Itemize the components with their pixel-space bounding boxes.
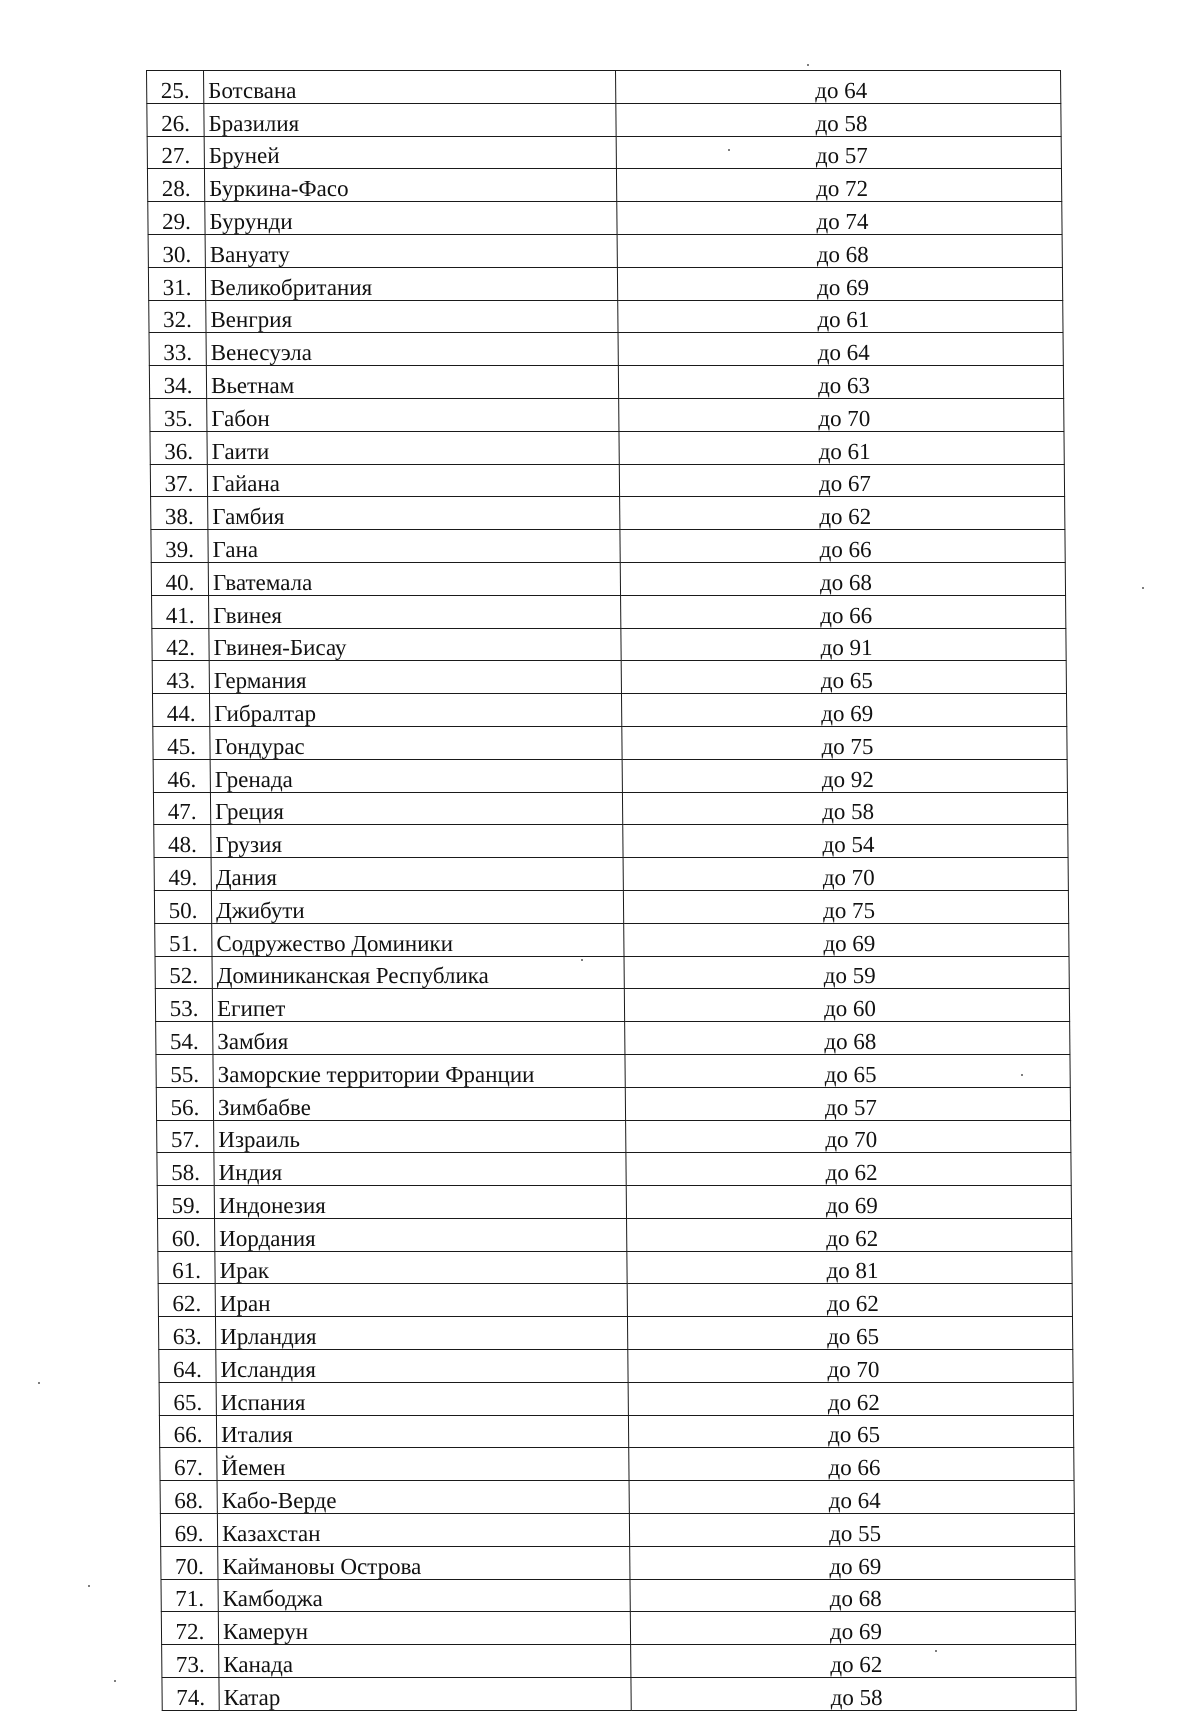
row-number: 25.	[147, 71, 204, 104]
scan-speck	[728, 149, 730, 151]
country-name: Бразилия	[204, 103, 616, 136]
row-number: 52.	[155, 956, 212, 989]
table-row	[147, 103, 1061, 136]
limit-value: до 69	[626, 1186, 1071, 1219]
country-name: Содружество Доминики	[212, 923, 624, 956]
limit-value: до 91	[621, 628, 1066, 661]
row-number: 28.	[147, 169, 204, 202]
country-name: Зимбабве	[213, 1087, 625, 1120]
table-row	[156, 1022, 1070, 1055]
limit-value: до 69	[630, 1546, 1075, 1579]
country-limits-table	[146, 70, 1077, 1711]
row-number: 41.	[152, 595, 209, 628]
scan-speck	[38, 1382, 40, 1384]
table-row	[157, 1186, 1071, 1219]
row-number: 45.	[153, 726, 210, 759]
row-number: 35.	[150, 398, 207, 431]
scan-speck	[88, 1585, 90, 1587]
table-row	[150, 464, 1064, 497]
country-name: Вануату	[205, 234, 617, 267]
country-name: Габон	[207, 398, 619, 431]
row-number: 30.	[148, 234, 205, 267]
country-name: Индия	[214, 1153, 626, 1186]
limit-value: до 64	[629, 1481, 1074, 1514]
table-row	[152, 628, 1066, 661]
limit-value: до 69	[630, 1612, 1075, 1645]
row-number: 50.	[154, 890, 211, 923]
country-name: Вьетнам	[206, 366, 618, 399]
country-name: Израиль	[214, 1120, 626, 1153]
table-row	[161, 1612, 1075, 1645]
limit-value: до 68	[617, 234, 1062, 267]
row-number: 71.	[161, 1579, 218, 1612]
limit-value: до 62	[620, 497, 1065, 530]
limit-value: до 81	[627, 1251, 1072, 1284]
limit-value: до 62	[626, 1153, 1071, 1186]
row-number: 43.	[152, 661, 209, 694]
row-number: 59.	[157, 1186, 214, 1219]
limit-value: до 61	[618, 300, 1063, 333]
table-row	[147, 136, 1061, 169]
country-name: Иран	[215, 1284, 627, 1317]
country-name: Ирак	[215, 1251, 627, 1284]
limit-value: до 64	[618, 333, 1063, 366]
limit-value: до 55	[629, 1514, 1074, 1547]
row-number: 70.	[161, 1546, 218, 1579]
country-name: Венесуэла	[206, 333, 618, 366]
limit-value: до 59	[624, 956, 1069, 989]
table-row	[159, 1350, 1073, 1383]
limit-value: до 57	[616, 136, 1061, 169]
row-number: 38.	[151, 497, 208, 530]
limit-value: до 92	[622, 759, 1067, 792]
limit-value: до 68	[630, 1579, 1075, 1612]
country-name: Гвинея-Бисау	[209, 628, 621, 661]
table-row	[147, 169, 1061, 202]
table-row	[154, 858, 1068, 891]
country-name: Каймановы Острова	[218, 1546, 630, 1579]
country-name: Великобритания	[205, 267, 617, 300]
row-number: 66.	[159, 1415, 216, 1448]
country-name: Венгрия	[206, 300, 618, 333]
limit-value: до 65	[628, 1415, 1073, 1448]
row-number: 29.	[148, 202, 205, 235]
limit-value: до 69	[621, 694, 1066, 727]
limit-value: до 60	[624, 989, 1069, 1022]
row-number: 47.	[153, 792, 210, 825]
table-row	[150, 431, 1064, 464]
limit-value: до 65	[621, 661, 1066, 694]
country-name: Камерун	[218, 1612, 630, 1645]
table-row	[148, 267, 1062, 300]
table-row	[148, 202, 1062, 235]
table-row	[155, 989, 1069, 1022]
row-number: 53.	[155, 989, 212, 1022]
row-number: 26.	[147, 103, 204, 136]
limit-value: до 74	[617, 202, 1062, 235]
limit-value: до 69	[624, 923, 1069, 956]
table-row	[153, 726, 1067, 759]
country-name: Доминиканская Республика	[212, 956, 624, 989]
country-name: Казахстан	[217, 1514, 629, 1547]
table-row	[158, 1284, 1072, 1317]
limit-value: до 65	[625, 1054, 1070, 1087]
limit-value: до 66	[621, 595, 1066, 628]
limit-value: до 75	[622, 726, 1067, 759]
country-name: Гана	[208, 530, 620, 563]
table-row	[151, 497, 1065, 530]
country-name: Гайана	[207, 464, 619, 497]
limit-value: до 65	[627, 1317, 1072, 1350]
limit-value: до 63	[618, 366, 1063, 399]
table-row	[154, 825, 1068, 858]
country-name: Ботсвана	[204, 71, 616, 104]
table-row	[158, 1218, 1072, 1251]
limit-value: до 75	[623, 890, 1068, 923]
country-name: Кабо-Верде	[217, 1481, 629, 1514]
table-row	[157, 1120, 1071, 1153]
row-number: 67.	[160, 1448, 217, 1481]
limit-value: до 58	[631, 1678, 1076, 1711]
scan-speck	[1142, 587, 1144, 589]
country-name: Дания	[211, 858, 623, 891]
limit-value: до 58	[616, 103, 1061, 136]
country-name: Германия	[209, 661, 621, 694]
limit-value: до 61	[619, 431, 1064, 464]
country-name: Италия	[216, 1415, 628, 1448]
row-number: 54.	[156, 1022, 213, 1055]
row-number: 56.	[156, 1087, 213, 1120]
row-number: 69.	[160, 1514, 217, 1547]
row-number: 37.	[150, 464, 207, 497]
table-row	[160, 1514, 1074, 1547]
row-number: 31.	[148, 267, 205, 300]
table-row	[150, 398, 1064, 431]
limit-value: до 66	[629, 1448, 1074, 1481]
limit-value: до 70	[619, 398, 1064, 431]
country-name: Буркина-Фасо	[204, 169, 616, 202]
table-row	[161, 1579, 1075, 1612]
country-name: Йемен	[217, 1448, 629, 1481]
table-body	[147, 71, 1077, 1711]
table-row	[148, 234, 1062, 267]
row-number: 55.	[156, 1054, 213, 1087]
table-row	[161, 1546, 1075, 1579]
row-number: 39.	[151, 530, 208, 563]
scan-speck	[1021, 1074, 1023, 1076]
limit-value: до 68	[620, 562, 1065, 595]
table-row	[149, 366, 1063, 399]
scan-speck	[807, 64, 809, 66]
country-name: Греция	[210, 792, 622, 825]
table-row	[159, 1382, 1073, 1415]
country-name: Катар	[219, 1678, 631, 1711]
country-name: Джибути	[211, 890, 623, 923]
table-row	[152, 595, 1066, 628]
country-name: Испания	[216, 1382, 628, 1415]
country-name: Индонезия	[214, 1186, 626, 1219]
table-row	[152, 694, 1066, 727]
row-number: 68.	[160, 1481, 217, 1514]
limit-value: до 62	[627, 1218, 1072, 1251]
row-number: 27.	[147, 136, 204, 169]
row-number: 62.	[158, 1284, 215, 1317]
limit-value: до 72	[616, 169, 1061, 202]
table-row	[162, 1678, 1076, 1711]
table-row	[152, 661, 1066, 694]
table-row	[157, 1153, 1071, 1186]
row-number: 57.	[157, 1120, 214, 1153]
row-number: 36.	[150, 431, 207, 464]
limit-value: до 62	[627, 1284, 1072, 1317]
table-row	[151, 562, 1065, 595]
scan-speck	[581, 959, 583, 961]
limit-value: до 62	[628, 1382, 1073, 1415]
country-name: Гаити	[207, 431, 619, 464]
row-number: 64.	[159, 1350, 216, 1383]
row-number: 44.	[152, 694, 209, 727]
row-number: 73.	[162, 1645, 219, 1678]
limit-value: до 57	[625, 1087, 1070, 1120]
country-name: Ирландия	[215, 1317, 627, 1350]
table-row	[159, 1415, 1073, 1448]
country-name: Гондурас	[210, 726, 622, 759]
limit-value: до 64	[616, 71, 1061, 104]
scan-speck	[114, 1680, 116, 1682]
country-name: Бурунди	[205, 202, 617, 235]
row-number: 63.	[158, 1317, 215, 1350]
row-number: 46.	[153, 759, 210, 792]
row-number: 61.	[158, 1251, 215, 1284]
country-name: Бруней	[204, 136, 616, 169]
country-name: Замбия	[213, 1022, 625, 1055]
country-name: Заморские территории Франции	[213, 1054, 625, 1087]
table-row	[147, 71, 1061, 104]
table-row	[153, 792, 1067, 825]
country-name: Канада	[219, 1645, 631, 1678]
row-number: 49.	[154, 858, 211, 891]
table-row	[162, 1645, 1076, 1678]
row-number: 40.	[151, 562, 208, 595]
limit-value: до 62	[631, 1645, 1076, 1678]
country-name: Камбоджа	[218, 1579, 630, 1612]
limit-value: до 67	[619, 464, 1064, 497]
limit-value: до 70	[628, 1350, 1073, 1383]
row-number: 34.	[149, 366, 206, 399]
table-row	[160, 1481, 1074, 1514]
country-name: Гвинея	[209, 595, 621, 628]
country-name: Гватемала	[208, 562, 620, 595]
row-number: 33.	[149, 333, 206, 366]
country-name: Египет	[212, 989, 624, 1022]
table-row	[158, 1317, 1072, 1350]
row-number: 65.	[159, 1382, 216, 1415]
row-number: 51.	[155, 923, 212, 956]
limit-value: до 69	[617, 267, 1062, 300]
table-row	[160, 1448, 1074, 1481]
country-name: Гамбия	[208, 497, 620, 530]
limit-value: до 68	[625, 1022, 1070, 1055]
row-number: 32.	[149, 300, 206, 333]
table-row	[156, 1054, 1070, 1087]
table-row	[153, 759, 1067, 792]
table-row	[158, 1251, 1072, 1284]
row-number: 72.	[161, 1612, 218, 1645]
limit-value: до 66	[620, 530, 1065, 563]
limit-value: до 54	[623, 825, 1068, 858]
row-number: 60.	[158, 1218, 215, 1251]
table-row	[155, 923, 1069, 956]
table-row	[156, 1087, 1070, 1120]
row-number: 48.	[154, 825, 211, 858]
limit-value: до 70	[626, 1120, 1071, 1153]
limit-value: до 70	[623, 858, 1068, 891]
limit-value: до 58	[622, 792, 1067, 825]
country-name: Грузия	[211, 825, 623, 858]
row-number: 58.	[157, 1153, 214, 1186]
country-name: Гибралтар	[209, 694, 621, 727]
country-name: Гренада	[210, 759, 622, 792]
country-name: Исландия	[216, 1350, 628, 1383]
table-row	[151, 530, 1065, 563]
table-row	[154, 890, 1068, 923]
table-row	[149, 333, 1063, 366]
row-number: 42.	[152, 628, 209, 661]
row-number: 74.	[162, 1678, 219, 1711]
table-row	[155, 956, 1069, 989]
country-name: Иордания	[215, 1218, 627, 1251]
table-row	[149, 300, 1063, 333]
scan-speck	[935, 1650, 937, 1652]
